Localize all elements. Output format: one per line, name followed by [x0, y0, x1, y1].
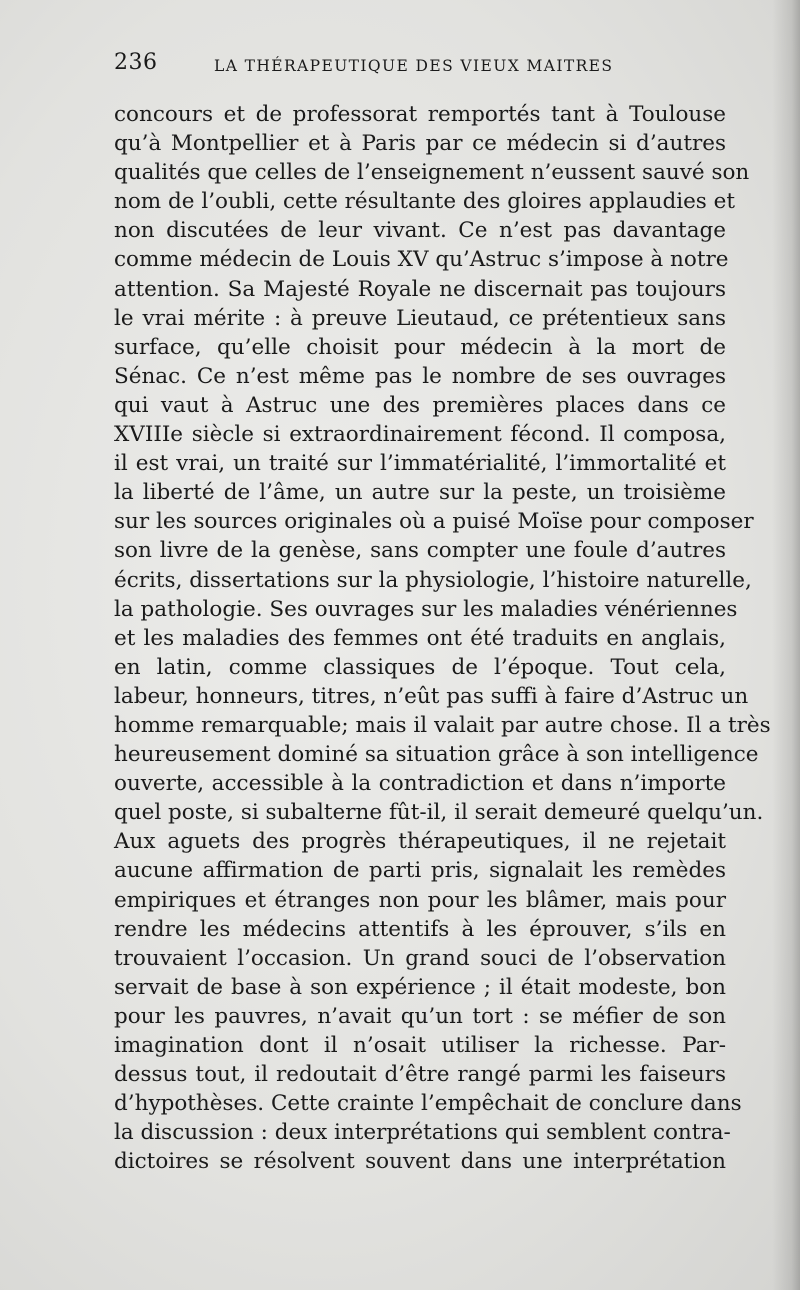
text-line: trouvaient l’occasion. Un grand souci de l’observation [114, 945, 726, 971]
text-line: qui vaut à Astruc une des premières places dans ce [114, 392, 726, 418]
text-line: dessus tout, il redoutait d’être rangé parmi les faiseurs [114, 1062, 726, 1088]
text-line: heureusement dominé sa situation grâce à son intelligence [114, 742, 759, 768]
running-head [114, 50, 726, 80]
text-line: attention. Sa Majesté Royale ne discernait pas toujours [114, 276, 726, 302]
text-line: pour les pauvres, n’avait qu’un tort : se méfier de son [114, 1003, 726, 1029]
text-line: empiriques et étranges non pour les blâmer, mais pour [114, 887, 726, 913]
text-line: comme médecin de Louis XV qu’Astruc s’impose à notre [114, 247, 729, 273]
text-line: sur les sources originales où a puisé Moïse pour composer [114, 509, 754, 535]
text-line: la liberté de l’âme, un autre sur la peste, un troisième [114, 480, 726, 506]
text-line: rendre les médecins attentifs à les éprouver, s’ils en [114, 916, 726, 942]
text-line: labeur, honneurs, titres, n’eût pas suffi à faire d’Astruc un [114, 683, 749, 709]
text-line: nom de l’oubli, cette résultante des gloires applaudies et [114, 189, 736, 215]
text-line: il est vrai, un traité sur l’immatérialité, l’immortalité et [114, 451, 726, 477]
text-line: ouverte, accessible à la contradiction et dans n’importe [114, 771, 726, 797]
text-line: Sénac. Ce n’est même pas le nombre de ses ouvrages [114, 363, 726, 389]
body-text [114, 100, 771, 1176]
text-line: et les maladies des femmes ont été traduits en anglais, [114, 625, 726, 651]
text-line: le vrai mérite : à preuve Lieutaud, ce prétentieux sans [114, 305, 726, 331]
running-title: LA THÉRAPEUTIQUE DES VIEUX MAITRES [214, 57, 614, 75]
text-line: écrits, dissertations sur la physiologie, l’histoire naturelle, [114, 567, 752, 593]
text-line: la discussion : deux interprétations qui semblent contra- [114, 1120, 731, 1146]
text-line: concours et de professorat remportés tant à Toulouse [114, 102, 726, 127]
text-line: la pathologie. Ses ouvrages sur les maladies vénériennes [114, 596, 738, 622]
text-line: quel poste, si subalterne fût-il, il serait demeuré quelqu’un. [114, 800, 764, 826]
text-line: XVIIIe siècle si extraordinairement fécond. Il composa, [114, 422, 726, 448]
text-line: servait de base à son expérience ; il était modeste, bon [114, 974, 726, 1000]
text-line: homme remarquable; mais il valait par autre chose. Il a très [114, 712, 771, 738]
page-number: 236 [114, 50, 158, 75]
text-line: en latin, comme classiques de l’époque. Tout cela, [114, 654, 726, 680]
text-line: surface, qu’elle choisit pour médecin à la mort de [114, 334, 726, 360]
text-line: qu’à Montpellier et à Paris par ce médecin si d’autres [114, 131, 726, 157]
text-line: son livre de la genèse, sans compter une foule d’autres [114, 538, 726, 564]
text-line: d’hypothèses. Cette crainte l’empêchait de conclure dans [114, 1091, 742, 1117]
text-line: qualités que celles de l’enseignement n’eussent sauvé son [114, 160, 750, 186]
text-line: Aux aguets des progrès thérapeutiques, il ne rejetait [114, 829, 726, 855]
text-line: imagination dont il n’osait utiliser la richesse. Par- [114, 1033, 726, 1058]
text-line: aucune affirmation de parti pris, signalait les remèdes [114, 858, 726, 884]
text-line: dictoires se résolvent souvent dans une interprétation [114, 1149, 726, 1175]
text-line: non discutées de leur vivant. Ce n’est pas davantage [114, 218, 726, 244]
